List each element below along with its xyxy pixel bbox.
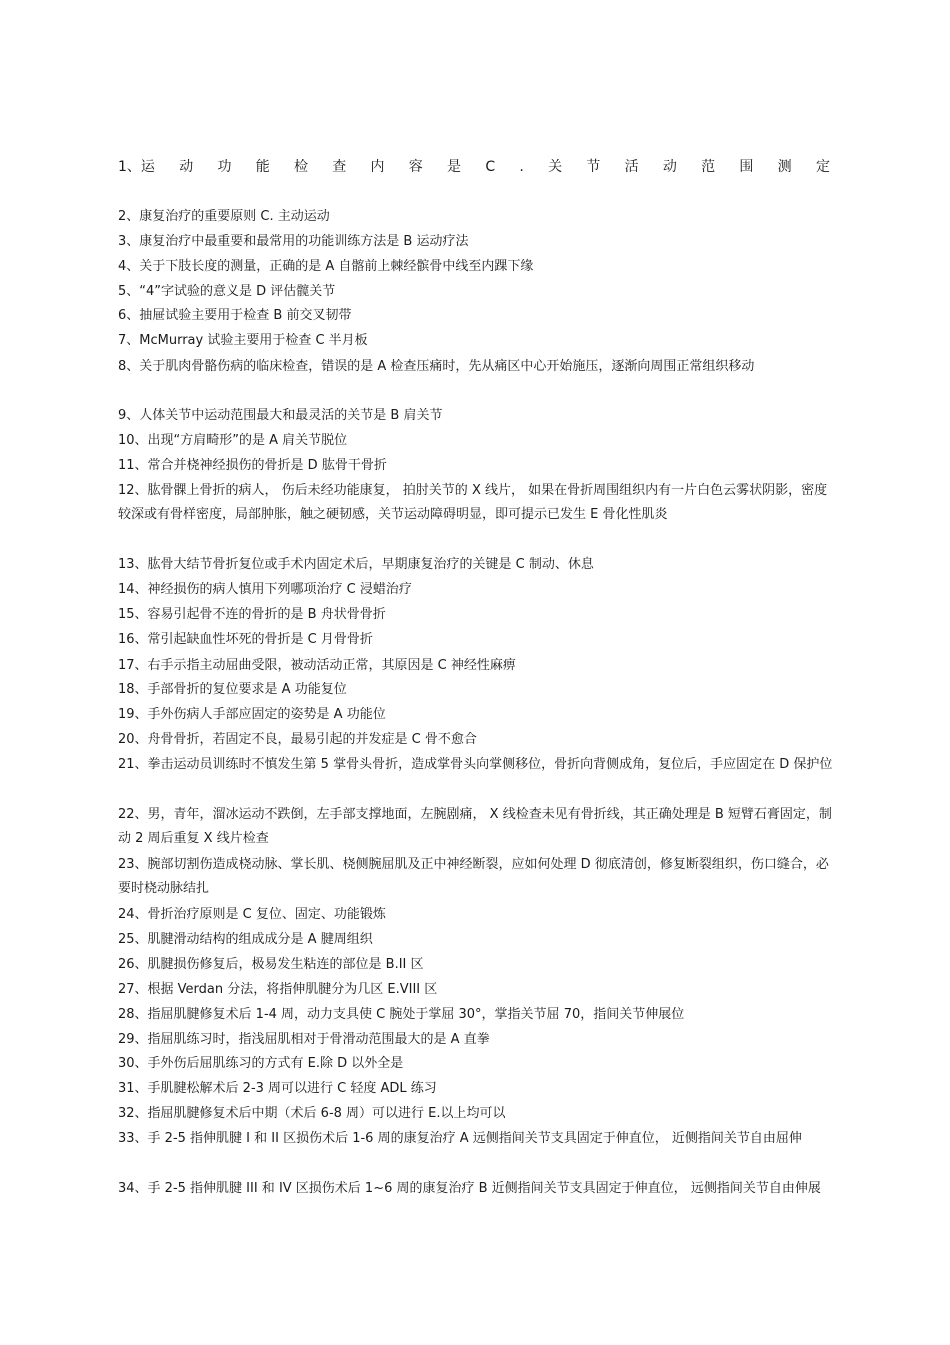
question-1-glyph: 范 (701, 159, 716, 175)
question-14: 14、神经损伤的病人慎用下列哪项治疗 C 浸蜡治疗 (118, 582, 412, 597)
question-31: 31、手肌腱松解术后 2-3 周可以进行 C 轻度 ADL 练习 (118, 1081, 437, 1096)
question-32: 32、指屈肌腱修复术后中期（术后 6-8 周）可以进行 E.以上均可以 (118, 1106, 506, 1121)
question-23: 23、腕部切割伤造成桡动脉、掌长肌、桡侧腕屈肌及正中神经断裂，应如何处理 D 彻底清创，修复断裂组织，伤口缝合，必要时桡动脉结扎 (118, 857, 829, 896)
question-1-glyph: 检 (293, 159, 308, 175)
question-1-glyph: 是 (447, 159, 462, 175)
question-19: 19、手外伤病人手部应固定的姿势是 A 功能位 (118, 707, 386, 722)
question-1-glyph: 能 (255, 159, 270, 175)
question-20: 20、舟骨骨折，若固定不良，最易引起的并发症是 C 骨不愈合 (118, 732, 477, 747)
question-3: 3、康复治疗中最重要和最常用的功能训练方法是 B 运动疗法 (118, 234, 469, 249)
question-15: 15、容易引起骨不连的骨折的是 B 舟状骨骨折 (118, 607, 386, 622)
question-17: 17、右手示指主动屈曲受限，被动活动正常，其原因是 C 神经性麻痹 (118, 658, 516, 673)
question-34: 34、手 2-5 指伸肌腱 III 和 IV 区损伤术后 1~6 周的康复治疗 B 近侧指间关节支具固定于伸直位， 远侧指间关节自由伸展 (118, 1181, 821, 1196)
question-1-glyph: 测 (777, 159, 792, 175)
question-1-glyph: 1、运 (118, 159, 155, 175)
question-1-glyph: 节 (586, 159, 601, 175)
question-9: 9、人体关节中运动范围最大和最灵活的关节是 B 肩关节 (118, 408, 443, 423)
question-1 (118, 155, 830, 179)
question-29: 29、指屈肌练习时，指浅屈肌相对于骨滑动范围最大的是 A 直拳 (118, 1032, 490, 1047)
question-1-glyph: 定 (815, 159, 830, 175)
question-1-glyph: . (519, 159, 524, 175)
question-1-glyph: 活 (624, 159, 639, 175)
question-1-glyph: 关 (548, 159, 563, 175)
question-13: 13、肱骨大结节骨折复位或手术内固定术后，早期康复治疗的关键是 C 制动、休息 (118, 557, 594, 572)
question-7: 7、McMurray 试验主要用于检查 C 半月板 (118, 333, 368, 348)
question-1-glyph: 容 (408, 159, 423, 175)
question-1-glyph: C (485, 159, 496, 175)
question-24: 24、骨折治疗原则是 C 复位、固定、功能锻炼 (118, 907, 386, 922)
question-4: 4、关于下肢长度的测量，正确的是 A 自髂前上棘经髌骨中线至内踝下缘 (118, 259, 534, 274)
question-27: 27、根据 Verdan 分法，将指伸肌腱分为几区 E.VIII 区 (118, 982, 438, 997)
question-16: 16、常引起缺血性坏死的骨折是 C 月骨骨折 (118, 632, 373, 647)
question-2: 2、康复治疗的重要原则 C. 主动运动 (118, 209, 330, 224)
question-1-glyph: 动 (662, 159, 677, 175)
question-6: 6、抽屉试验主要用于检查 B 前交叉韧带 (118, 308, 352, 323)
question-33: 33、手 2-5 指伸肌腱 I 和 II 区损伤术后 1-6 周的康复治疗 A 远侧指间关节支具固定于伸直位， 近侧指间关节自由屈伸 (118, 1131, 802, 1146)
question-30: 30、手外伤后屈肌练习的方式有 E.除 D 以外全是 (118, 1056, 404, 1071)
question-26: 26、肌腱损伤修复后，极易发生粘连的部位是 B.II 区 (118, 957, 424, 972)
question-22: 22、男，青年，溜冰运动不跌倒，左手部支撑地面，左腕剧痛， X 线检查未见有骨折线，其正确处理是 B 短臂石膏固定，制动 2 周后重复 X 线片检查 (118, 807, 832, 846)
question-1-glyph: 围 (739, 159, 754, 175)
question-28: 28、指屈肌腱修复术后 1-4 周，动力支具使 C 腕处于掌屈 30°，掌指关节屈 70，指间关节伸展位 (118, 1007, 685, 1022)
question-12: 12、肱骨髁上骨折的病人， 伤后未经功能康复， 拍肘关节的 X 线片， 如果在骨折周围组织内有一片白色云雾状阴影，密度较深或有骨样密度，局部肿胀，触之硬韧感，关节运动障碍明显，即可提示已发生 E 骨化性肌炎 (118, 483, 828, 522)
question-1-glyph: 查 (332, 159, 347, 175)
question-8: 8、关于肌肉骨骼伤病的临床检查，错误的是 A 检查压痛时，先从痛区中心开始施压，逐渐向周围正常组织移动 (118, 359, 755, 374)
question-25: 25、肌腱滑动结构的组成成分是 A 腱周组织 (118, 932, 373, 947)
question-21: 21、拳击运动员训练时不慎发生第 5 掌骨头骨折，造成掌骨头向掌侧移位，骨折向背侧成角，复位后，手应固定在 D 保护位 (118, 757, 833, 772)
question-1-glyph: 动 (179, 159, 194, 175)
question-11: 11、常合并桡神经损伤的骨折是 D 肱骨干骨折 (118, 458, 387, 473)
question-1-glyph: 内 (370, 159, 385, 175)
question-18: 18、手部骨折的复位要求是 A 功能复位 (118, 682, 347, 697)
question-1-glyph: 功 (217, 159, 232, 175)
question-5: 5、“4”字试验的意义是 D 评估髋关节 (118, 284, 336, 299)
question-10: 10、出现“方肩畸形”的是 A 肩关节脱位 (118, 433, 348, 448)
